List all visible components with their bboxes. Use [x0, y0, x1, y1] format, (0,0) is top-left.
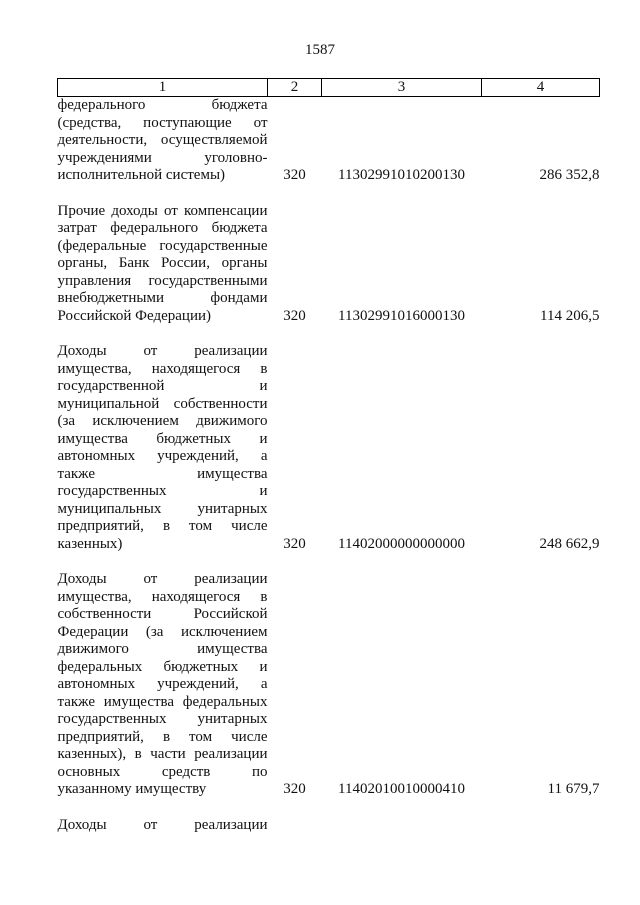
row-budget-code: 11402000000000000: [338, 535, 465, 552]
table-row: [58, 799, 600, 835]
row-admin-code: 320: [283, 167, 306, 183]
row-admin-code: 320: [283, 535, 306, 552]
row-budget-code: 11302991016000130: [338, 307, 465, 324]
column-header-3: 3: [322, 79, 482, 97]
table-row: [58, 185, 600, 326]
row-admin-code: 320: [283, 307, 306, 324]
column-header-1: 1: [58, 79, 268, 97]
row-admin-code: [268, 799, 322, 835]
row-description: Доходы от реализации: [57, 816, 268, 833]
row-description: федерального бюджета (средства, поступающие от деятельности, осуществляемой учреждениями уголовно-исполнительной системы): [57, 97, 268, 183]
row-budget-code: [322, 799, 482, 835]
row-amount: 248 662,9: [539, 535, 600, 552]
row-description: Доходы от реализации имущества, находящегося в собственности Российской Федерации (за исключением движимого имущества федеральных бюджетных и автономных учреждений, а также имущества федеральных государственных унитарных предприятий, в том числе казенных), в части реализации основных средств по указанному имуществу: [57, 571, 268, 797]
row-admin-code: 320: [283, 781, 306, 797]
column-header-2: 2: [268, 79, 322, 97]
table-row: [58, 325, 600, 553]
row-description: Доходы от реализации имущества, находящегося в государственной и муниципальной собственности (за исключением движимого имущества бюджетных и автономных учреждений, а также имущества государственных и муниципальных унитарных предприятий, в том числе казенных): [57, 343, 268, 552]
table-row: [58, 97, 600, 185]
table-header-row: [58, 79, 600, 97]
row-amount: 286 352,8: [539, 167, 600, 183]
row-amount: 114 206,5: [540, 307, 600, 324]
column-header-4: 4: [482, 79, 600, 97]
table-row: [58, 553, 600, 799]
page-number: 1587: [305, 42, 335, 58]
row-description: Прочие доходы от компенсации затрат федерального бюджета (федеральные государственные органы, Банк России, органы управления государственными внебюджетными фондами Российской Федерации): [57, 202, 268, 324]
row-budget-code: 11402010010000410: [338, 781, 465, 797]
row-amount: 11 679,7: [547, 781, 600, 797]
row-amount: [482, 799, 600, 835]
row-budget-code: 11302991010200130: [338, 167, 465, 183]
revenue-table: [57, 78, 600, 834]
